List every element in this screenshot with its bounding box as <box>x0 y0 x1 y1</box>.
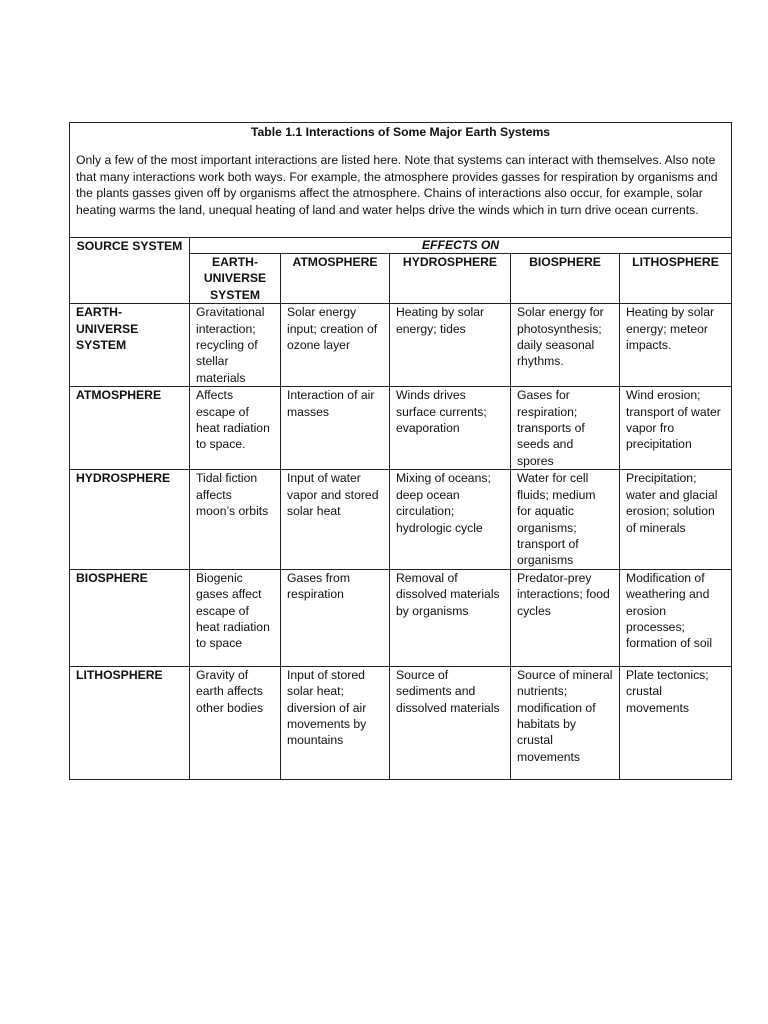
table-intro-text: Only a few of the most important interactions are listed here. Note that systems can interact with themselves. Also note that many interactions work both ways. For example, the atmosphere provides gasses for respiration by organisms and the plants gasses given off by organisms affect the atmosphere. Chains of interactions also occur, for example, solar heating warms the land, unequal heating of land and water helps drive the winds which in turn drive ocean currents. <box>76 153 718 217</box>
table-cell: Tidal fiction affects moon’s orbits <box>190 470 281 569</box>
column-header-earth-universe: EARTH-UNIVERSE SYSTEM <box>190 254 281 304</box>
table-cell: Source of mineral nutrients; modification of habitats by crustal movements <box>511 666 620 779</box>
table-cell: Modification of weathering and erosion processes; formation of soil <box>620 569 732 666</box>
table-cell: Gravitational interaction; recycling of stellar materials <box>190 304 281 387</box>
row-label-lithosphere: LITHOSPHERE <box>70 666 190 779</box>
column-header-lithosphere: LITHOSPHERE <box>620 254 732 304</box>
table-cell: Heating by solar energy; tides <box>390 304 511 387</box>
table-row-biosphere <box>70 569 732 666</box>
table-cell: Wind erosion; transport of water vapor fro precipitation <box>620 387 732 470</box>
column-header-biosphere: BIOSPHERE <box>511 254 620 304</box>
table-cell: Interaction of air masses <box>281 387 390 470</box>
table-cell: Solar energy for photosynthesis; daily seasonal rhythms. <box>511 304 620 387</box>
table-cell: Gases for respiration; transports of seeds and spores <box>511 387 620 470</box>
earth-systems-table <box>69 122 732 780</box>
table-cell: Plate tectonics; crustal movements <box>620 666 732 779</box>
table-cell: Winds drives surface currents; evaporation <box>390 387 511 470</box>
table-cell: Input of water vapor and stored solar heat <box>281 470 390 569</box>
table-row-lithosphere <box>70 666 732 779</box>
table-intro-cell <box>70 123 732 238</box>
table-cell: Predator-prey interactions; food cycles <box>511 569 620 666</box>
table-cell: Heating by solar energy; meteor impacts. <box>620 304 732 387</box>
table-cell: Precipitation; water and glacial erosion; solution of minerals <box>620 470 732 569</box>
row-label-biosphere: BIOSPHERE <box>70 569 190 666</box>
table-cell: Water for cell fluids; medium for aquatic organisms; transport of organisms <box>511 470 620 569</box>
table-cell: Source of sediments and dissolved materials <box>390 666 511 779</box>
table-cell: Gases from respiration <box>281 569 390 666</box>
row-label-earth-universe: EARTH-UNIVERSE SYSTEM <box>70 304 190 387</box>
table-cell: Gravity of earth affects other bodies <box>190 666 281 779</box>
table-row-earth-universe <box>70 304 732 387</box>
table-cell: Affects escape of heat radiation to space. <box>190 387 281 470</box>
table-cell: Biogenic gases affect escape of heat radiation to space <box>190 569 281 666</box>
source-system-header: SOURCE SYSTEM <box>70 238 190 304</box>
effects-on-header: EFFECTS ON <box>190 238 732 254</box>
column-header-atmosphere: ATMOSPHERE <box>281 254 390 304</box>
table-cell: Solar energy input; creation of ozone layer <box>281 304 390 387</box>
row-label-atmosphere: ATMOSPHERE <box>70 387 190 470</box>
table-cell: Input of stored solar heat; diversion of air movements by mountains <box>281 666 390 779</box>
row-label-hydrosphere: HYDROSPHERE <box>70 470 190 569</box>
column-header-hydrosphere: HYDROSPHERE <box>390 254 511 304</box>
table-row-hydrosphere <box>70 470 732 569</box>
table-row-atmosphere <box>70 387 732 470</box>
table-title: Table 1.1 Interactions of Some Major Earth Systems <box>250 125 551 139</box>
table-cell: Mixing of oceans; deep ocean circulation; hydrologic cycle <box>390 470 511 569</box>
table-cell: Removal of dissolved materials by organisms <box>390 569 511 666</box>
